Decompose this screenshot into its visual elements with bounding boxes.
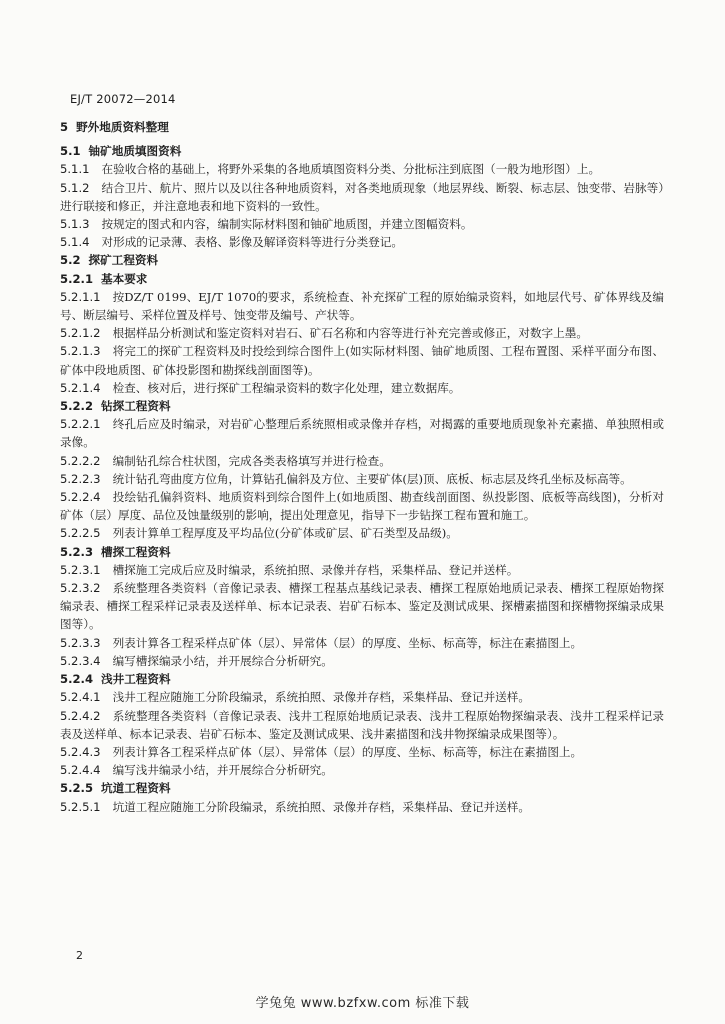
heading-text: 铀矿地质填图资料: [88, 144, 182, 159]
clause-number: 5.2.2.2: [60, 453, 101, 468]
clause-paragraph: [60, 634, 664, 652]
clause-text: 坑道工程应随施工分阶段编录，系统拍照、录像并存档，采集样品、登记并送样。: [112, 799, 530, 814]
clause-number: 5.2.4.2: [60, 708, 101, 723]
clause-paragraph: [60, 324, 664, 342]
clause-text: 按规定的图式和内容，编制实际材料图和铀矿地质图，并建立图幅资料。: [101, 217, 473, 232]
clause-number: 5.2.2: [60, 399, 94, 414]
clause-text: 终孔后应及时编录，对岩矿心整理后系统照相或录像并存档，对揭露的重要地质现象补充素描、单独照相或录像。: [60, 417, 664, 450]
clause-paragraph: [60, 488, 664, 524]
clause-text: 浅井工程应随施工分阶段编录，系统拍照、录像并存档，采集样品、登记并送样。: [112, 690, 530, 705]
clause-paragraph: [60, 179, 664, 215]
clause-number: 5.2.3.2: [60, 581, 101, 596]
clause-number: 5.2.2.1: [60, 417, 101, 432]
clause-number: 5.2: [60, 253, 81, 268]
clause-text: 在验收合格的基础上，将野外采集的各地质填图资料分类、分批标注到底图（一般为地形图）上。: [101, 162, 601, 177]
clause-paragraph: [60, 470, 664, 488]
clause-number: 5.2.4.4: [60, 763, 101, 778]
clause-text: 系统整理各类资料（音像记录表、槽探工程基点基线记录表、槽探工程原始地质记录表、槽探工程原始物探编录表、槽探工程采样记录表及送样单、标本记录表、岩矿石标本、鉴定及测试成果、探槽素描图和探槽物探编录成果图等）。: [60, 581, 664, 632]
heading-text: 坑道工程资料: [101, 781, 171, 796]
clause-number: 5.2.1.4: [60, 380, 101, 395]
watermark-link[interactable]: 学兔兔 www.bzfxw.com 标准下载: [255, 996, 470, 1011]
heading-text: 基本要求: [101, 271, 148, 286]
clause-paragraph: [60, 233, 664, 251]
clause-number: 5.2.5: [60, 781, 94, 796]
clause-number: 5.1.3: [60, 217, 90, 232]
clause-text: 结合卫片、航片、照片以及以往各种地质资料，对各类地质现象（地层界线、断裂、标志层、蚀变带、岩脉等）进行联接和修正，并注意地表和地下资料的一致性。: [60, 180, 664, 213]
clause-text: 系统整理各类资料（音像记录表、浅井工程原始地质记录表、浅井工程原始物探编录表、浅井工程采样记录表及送样单、标本记录表、岩矿石标本、鉴定及测试成果、浅井素描图和浅井物探编录成果图等）。: [60, 708, 664, 741]
clause-paragraph: [60, 288, 664, 324]
clause-text: 槽探施工完成后应及时编录，系统拍照、录像并存档，采集样品、登记并送样。: [112, 562, 519, 577]
clause-text: 编写槽探编录小结，并开展综合分析研究。: [112, 653, 333, 668]
clause-number: 5: [60, 120, 69, 134]
clause-number: 5.2.3.1: [60, 562, 101, 577]
clause-text: 列表计算各工程采样点矿体（层）、异常体（层）的厚度、坐标、标高等，标注在素描图上。: [112, 744, 583, 759]
clause-text: 编写浅井编录小结，并开展综合分析研究。: [112, 763, 333, 778]
clause-number: 5.2.5.1: [60, 799, 101, 814]
clause-number: 5.1.2: [60, 180, 90, 195]
section-heading: [60, 270, 664, 288]
clause-number: 5.2.2.3: [60, 471, 101, 486]
clause-text: 将完工的探矿工程资料及时投绘到综合图件上(如实际材料图、铀矿地质图、工程布置图、采样平面分布图、矿体中段地质图、矿体投影图和勘探线剖面图等)。: [60, 344, 664, 377]
section-heading: [60, 118, 664, 136]
clause-paragraph: [60, 798, 664, 816]
heading-text: 浅井工程资料: [101, 672, 171, 687]
clause-paragraph: [60, 688, 664, 706]
clause-paragraph: [60, 579, 664, 634]
clause-number: 5.2.4.1: [60, 690, 101, 705]
clause-paragraph: [60, 379, 664, 397]
section-heading: [60, 142, 664, 160]
clause-number: 5.2.1.2: [60, 326, 101, 341]
clause-paragraph: [60, 215, 664, 233]
clause-number: 5.1.1: [60, 162, 90, 177]
clause-number: 5.1: [60, 144, 81, 159]
clause-text: 按DZ/T 0199、EJ/T 1070的要求，系统检查、补充探矿工程的原始编录资料，如地层代号、矿体界线及编号、断层编号、采样位置及样号、蚀变带及编号、产状等。: [60, 289, 664, 323]
clause-number: 5.2.4.3: [60, 744, 101, 759]
clause-number: 5.2.1.3: [60, 344, 101, 359]
clause-number: 5.2.3.3: [60, 635, 101, 650]
clause-number: 5.2.2.5: [60, 526, 101, 541]
section-heading: [60, 397, 664, 415]
section-heading: [60, 251, 664, 269]
heading-text: 野外地质资料整理: [76, 120, 169, 134]
section-heading: [60, 670, 664, 688]
clause-text: 统计钻孔弯曲度方位角，计算钻孔偏斜及方位、主要矿体(层)顶、底板、标志层及终孔坐标及标高等。: [112, 471, 632, 486]
heading-text: 槽探工程资料: [101, 544, 171, 559]
clause-text: 编制钻孔综合柱状图，完成各类表格填写并进行检查。: [112, 453, 391, 468]
clause-text: 列表计算单工程厚度及平均品位(分矿体或矿层、矿石类型及品级)。: [112, 526, 458, 541]
section-heading: [60, 779, 664, 797]
clause-paragraph: [60, 342, 664, 378]
clause-text: 检查、核对后，进行探矿工程编录资料的数字化处理，建立数据库。: [112, 380, 461, 395]
clause-number: 5.2.3: [60, 544, 94, 559]
section-heading: [60, 543, 664, 561]
clause-number: 5.2.1: [60, 271, 94, 286]
document-body: [60, 118, 664, 816]
standard-code: EJ/T 20072—2014: [70, 92, 176, 106]
page-number: 2: [76, 949, 83, 962]
clause-number: 5.1.4: [60, 235, 90, 250]
clause-paragraph: [60, 415, 664, 451]
clause-number: 5.2.3.4: [60, 653, 101, 668]
clause-text: 对形成的记录薄、表格、影像及解译资料等进行分类登记。: [101, 235, 403, 250]
heading-text: 探矿工程资料: [88, 253, 159, 268]
clause-number: 5.2.4: [60, 672, 94, 687]
clause-paragraph: [60, 761, 664, 779]
clause-paragraph: [60, 452, 664, 470]
clause-text: 投绘钻孔偏斜资料、地质资料到综合图件上(如地质图、勘查线剖面图、纵投影图、底板等高线图)，分析对矿体（层）厚度、品位及蚀量级别的影响，提出处理意见，指导下一步钻探工程布置和施工。: [60, 490, 664, 523]
clause-text: 列表计算各工程采样点矿体（层）、异常体（层）的厚度、坐标、标高等，标注在素描图上。: [112, 635, 583, 650]
clause-paragraph: [60, 652, 664, 670]
clause-paragraph: [60, 561, 664, 579]
clause-paragraph: [60, 743, 664, 761]
clause-paragraph: [60, 160, 664, 178]
clause-text: 根据样品分析测试和鉴定资料对岩石、矿石名称和内容等进行补充完善或修正，对数字上墨。: [112, 326, 588, 341]
clause-paragraph: [60, 524, 664, 542]
clause-number: 5.2.1.1: [60, 289, 101, 304]
heading-text: 钻探工程资料: [101, 399, 171, 414]
clause-paragraph: [60, 707, 664, 743]
clause-number: 5.2.2.4: [60, 490, 101, 505]
